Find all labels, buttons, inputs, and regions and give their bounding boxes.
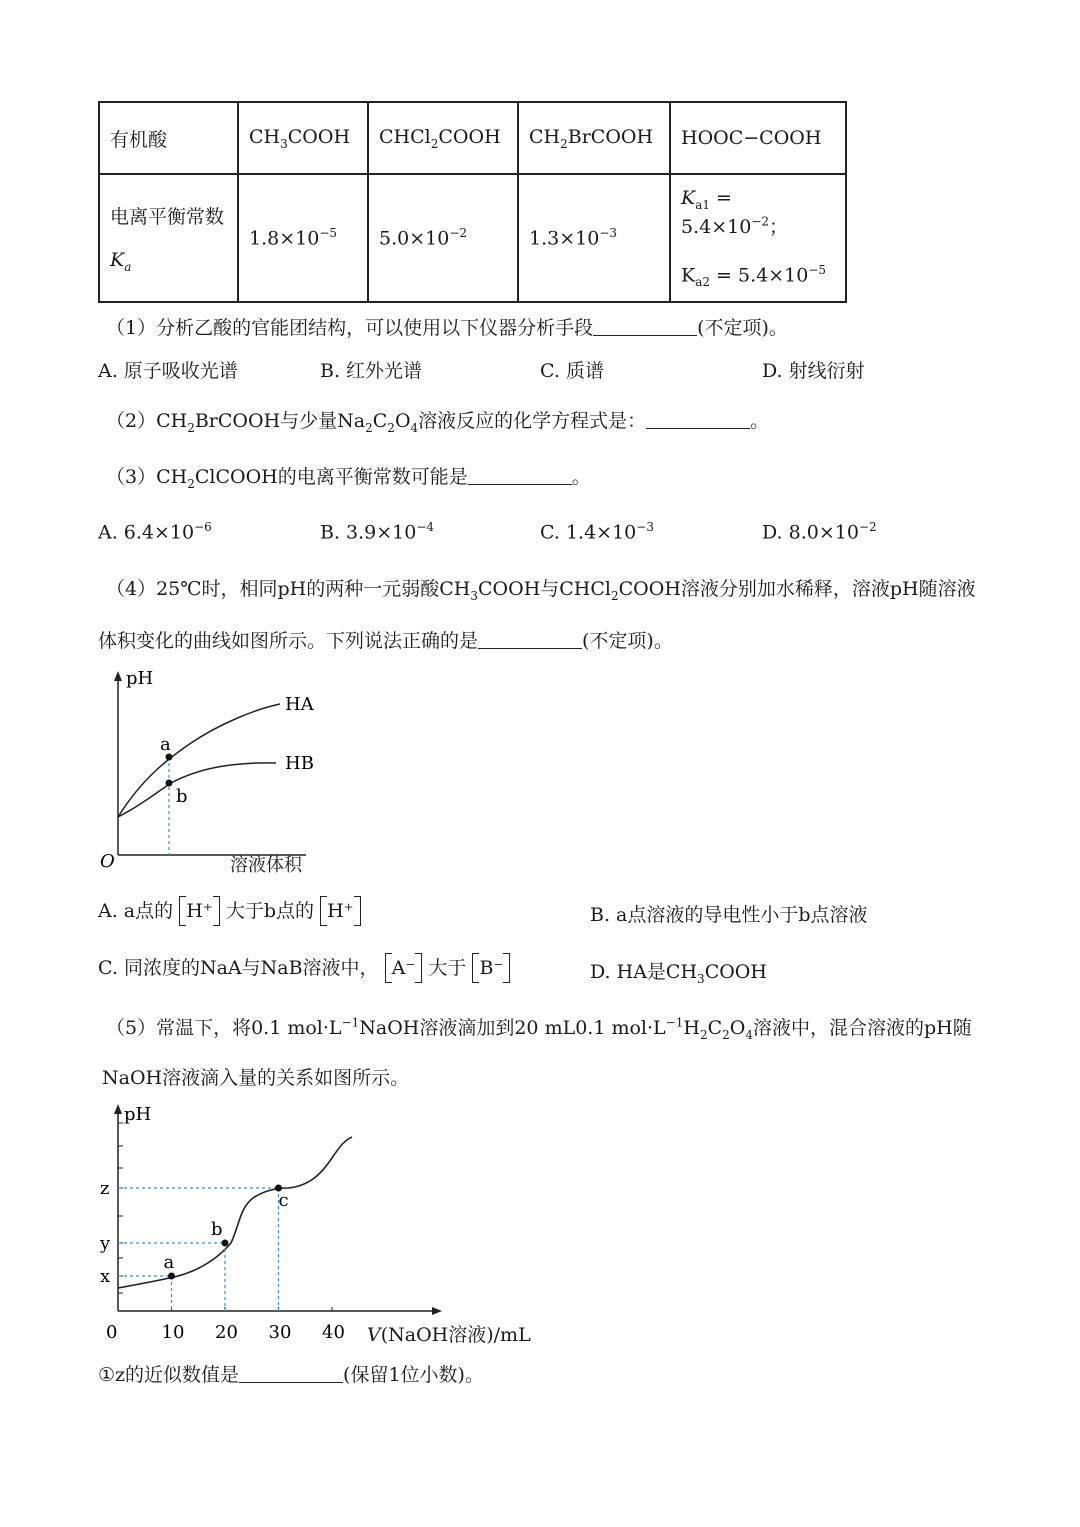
dilution-graph: [96, 665, 336, 875]
value-chcl2cooh: $5.0\times 10^{-2}$: [368, 174, 518, 302]
chart-point-label-b: b: [211, 1219, 223, 1240]
titration-chart: [90, 1098, 540, 1348]
q5-stem-line2: NaOH溶液滴入量的关系如图所示。: [102, 1067, 410, 1089]
q5-sub1: ①z的近似数值是 (保留1位小数)。: [98, 1364, 484, 1386]
curve-label-ha: HA: [285, 694, 314, 715]
q4-option-d[interactable]: D. HA是$CH_3COOH$: [590, 961, 767, 986]
point-b: [166, 780, 173, 787]
header-ch2brcooh: $CH_2BrCOOH$: [518, 102, 670, 174]
q4-stem-line2: 体积变化的曲线如图所示。下列说法正确的是 (不定项)。: [98, 630, 673, 652]
q3-option-b[interactable]: B. $3.9\times 10^{-4}$: [320, 520, 435, 544]
row-label-ka: 电离平衡常数 $K_a$: [99, 174, 238, 302]
chart-x-label: V(NaOH溶液)/mL: [367, 1324, 531, 1346]
q2-stem: $(2)CH_2BrCOOH$与少量$Na_2C_2O_4$溶液反应的化学方程式是： 。: [106, 410, 770, 435]
q1-stem: （1）分析乙酸的官能团结构，可以使用以下仪器分析手段 (不定项)。: [106, 317, 788, 339]
bracket-h-ion-a: H⁺: [179, 896, 220, 926]
acid-constants-table: [98, 101, 847, 303]
chart-x-axis-arrow: [432, 1307, 442, 1315]
chart-y-axis-arrow: [114, 1104, 122, 1114]
curve-label-hb: HB: [285, 753, 314, 774]
q2-answer-blank[interactable]: [646, 409, 750, 429]
q3-option-c[interactable]: C. $1.4\times 10^{-3}$: [540, 520, 654, 544]
q1-option-d[interactable]: D. 射线衍射: [762, 360, 865, 382]
chart-y-label: pH: [124, 1104, 152, 1125]
y-tick-label-y: y: [100, 1233, 111, 1254]
x-tick-label-10: 10: [161, 1322, 185, 1343]
q4-option-a[interactable]: A. a点的 H⁺ 大于b点的 H⁺: [98, 896, 361, 926]
header-ch3cooh: $CH_3COOH$: [238, 102, 368, 174]
curve-ha: [118, 704, 280, 817]
y-axis-arrow: [114, 671, 122, 681]
value-oxalic: $K_{a1} = 5.4\times 10^{-2}$； $K_{a2} = 5.4\times 10^{-5}$: [670, 174, 846, 302]
value-ch3cooh: $1.8\times 10^{-5}$: [238, 174, 368, 302]
bracket-b-ion: B⁻: [472, 953, 510, 983]
graph1-x-label: 溶液体积: [230, 855, 302, 876]
q3-stem: $(3)CH_2ClCOOH$的电离平衡常数可能是 。: [106, 466, 591, 491]
x-tick-label-40: 40: [322, 1322, 345, 1343]
y-tick-label-x: x: [100, 1266, 111, 1287]
origin-label: O: [100, 851, 115, 872]
q5-stem-line1: （5）常温下，将0.1 $mol\cdot L^{-1}NaOH$溶液滴加到20 mL0.1 $mol\cdot L^{-1}H_2C_2O_4$溶液中，混合溶液的pH随: [106, 1015, 972, 1042]
y-axis-label: pH: [126, 668, 154, 689]
curve-hb: [118, 763, 276, 817]
point-b-label: b: [176, 786, 188, 807]
bracket-h-ion-b: H⁺: [320, 896, 361, 926]
q4-answer-blank[interactable]: [478, 629, 582, 649]
value-ch2brcooh: $1.3\times 10^{-3}$: [518, 174, 670, 302]
q1-answer-blank[interactable]: [593, 316, 697, 336]
x-tick-label-30: 30: [268, 1322, 292, 1343]
q5-sub1-answer-blank[interactable]: [239, 1363, 343, 1383]
q4-option-b[interactable]: B. a点溶液的导电性小于b点溶液: [590, 904, 868, 926]
q4-stem-line1: （4）25℃时，相同pH的两种一元弱酸$CH_3COOH$与CHCl$_2$COOH溶液分别加水稀释，溶液pH随溶液: [106, 578, 976, 603]
chart-point-b: [222, 1240, 229, 1247]
x-tick-label-20: 20: [215, 1322, 238, 1343]
header-oxalic: HOOC−COOH: [670, 102, 846, 174]
chart-point-label-a: a: [163, 1252, 175, 1273]
x-tick-label-0: 0: [106, 1322, 118, 1343]
chart-point-label-c: c: [278, 1190, 289, 1211]
q4-option-c[interactable]: C. 同浓度的NaA与NaB溶液中， A⁻ 大于 B⁻: [98, 953, 510, 983]
q1-option-a[interactable]: A. 原子吸收光谱: [98, 360, 238, 382]
chart-guides: [118, 1185, 289, 1312]
q1-option-b[interactable]: B. 红外光谱: [320, 360, 423, 382]
q3-option-a[interactable]: A. $6.4\times 10^{-6}$: [98, 520, 212, 544]
titration-curve: [118, 1137, 352, 1288]
bracket-a-ion: A⁻: [385, 953, 423, 983]
y-tick-label-z: z: [100, 1178, 110, 1199]
q3-answer-blank[interactable]: [468, 465, 572, 485]
header-organic-acid: 有机酸: [99, 102, 238, 174]
q1-option-c[interactable]: C. 质谱: [540, 360, 604, 382]
chart-point-a: [168, 1273, 175, 1280]
point-a-label: a: [160, 734, 171, 755]
q3-option-d[interactable]: D. $8.0\times 10^{-2}$: [762, 520, 877, 544]
header-chcl2cooh: CHCl$_2$COOH: [368, 102, 518, 174]
